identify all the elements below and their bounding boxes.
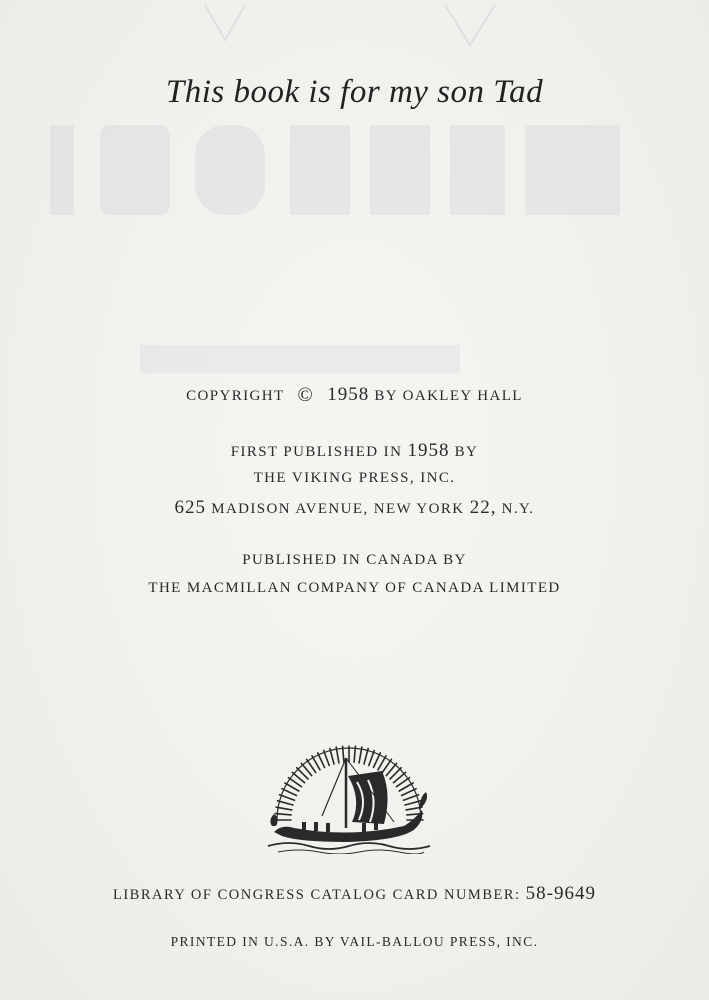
publisher-name: THE VIKING PRESS, INC.: [253, 470, 456, 486]
address-number: 625: [174, 497, 207, 518]
first-published-line: [0, 440, 709, 462]
copyright-symbol: ©: [297, 384, 315, 406]
address-zip: 22,: [469, 497, 497, 518]
address-street: MADISON AVENUE, NEW YORK: [211, 501, 465, 517]
lccn-label: LIBRARY OF CONGRESS CATALOG CARD NUMBER:: [112, 887, 521, 903]
first-published-prefix: FIRST PUBLISHED IN: [230, 444, 403, 460]
canada-publisher-name: THE MACMILLAN COMPANY OF CANADA LIMITED: [148, 580, 561, 596]
first-published-suffix: BY: [454, 444, 479, 460]
copyright-line: [0, 383, 709, 406]
dedication-text: This book is for my son Tad: [165, 74, 544, 110]
viking-ship-sun-icon: [264, 736, 434, 854]
copyright-year: 1958: [327, 384, 370, 405]
address-state: N.Y.: [501, 501, 535, 517]
publisher-address: [0, 497, 709, 519]
canada-published-line: PUBLISHED IN CANADA BY: [242, 552, 467, 568]
copyright-suffix: BY OAKLEY HALL: [374, 388, 523, 404]
printer-line: PRINTED IN U.S.A. BY VAIL-BALLOU PRESS, INC.: [170, 934, 539, 949]
first-published-year: 1958: [407, 440, 450, 461]
lccn-line: [0, 883, 709, 905]
lccn-number: 58-9649: [525, 883, 596, 904]
copyright-prefix: COPYRIGHT: [186, 388, 285, 404]
